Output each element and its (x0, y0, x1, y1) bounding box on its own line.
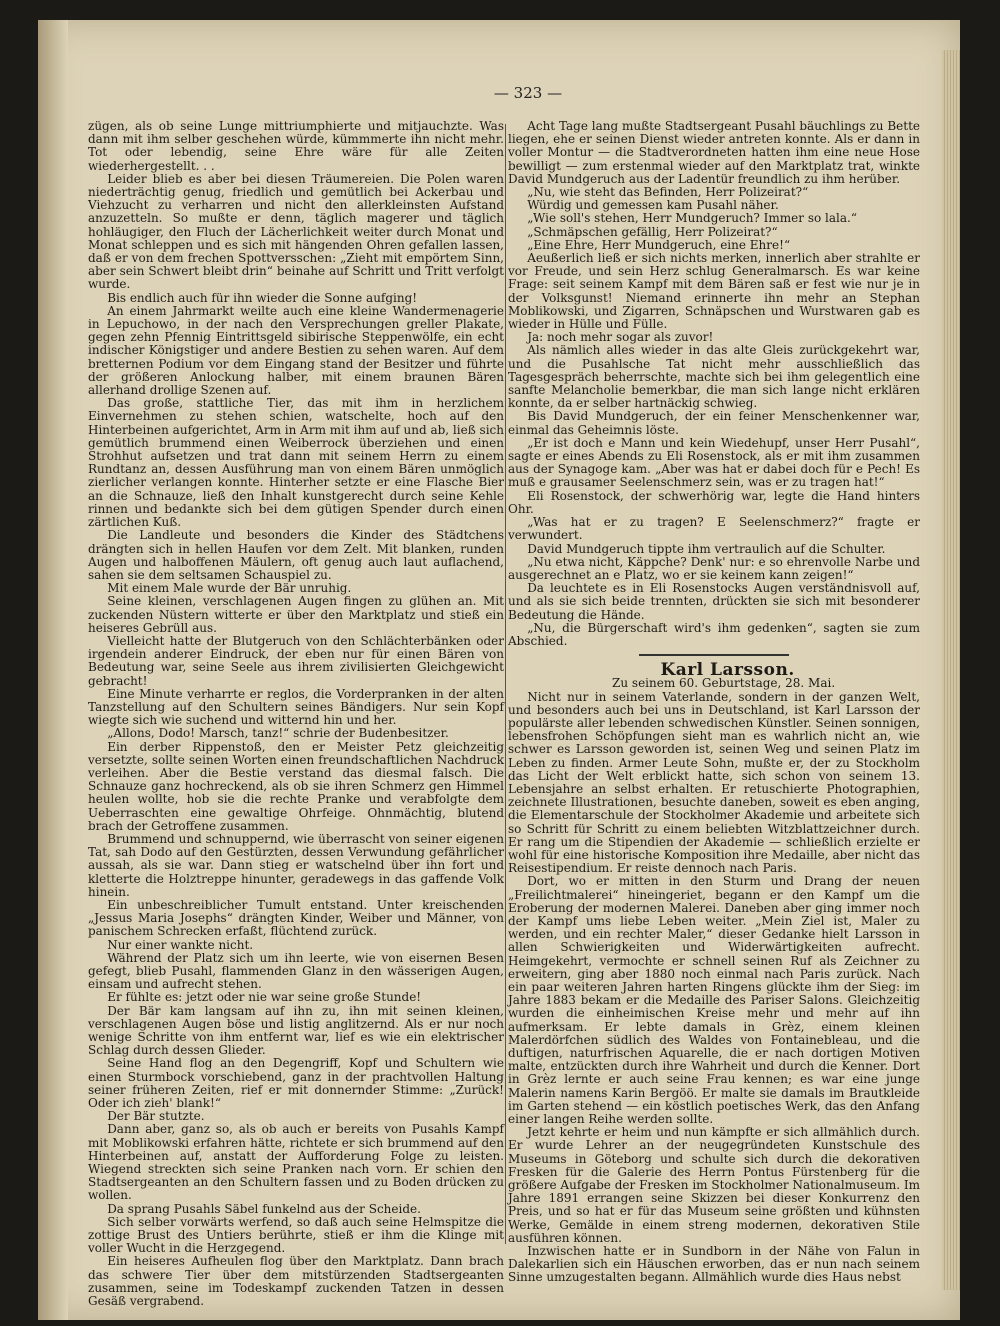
paragraph: „Nu etwa nicht, Käppche? Denk' nur: e so ehrenvolle Narbe und ausgerechnet an e Platz, wo er sie keinem kann zeigen!“ (508, 554, 920, 582)
paragraph: „Er ist doch e Mann und kein Wiedehupf, unser Herr Pusahl“, sagte er eines Abends zu Eli Rosenstock, als er mit ihm zusammen aus der Synagoge kam. „Aber was hat er dabei doch für e Pech! Es muß e grausamer Seelenschmerz sein, was er zu tragen hat!“ (508, 435, 920, 490)
binding-gutter (38, 20, 68, 1320)
article-subtitle: Zu seinem 60. Geburtstage, 28. Mai. (612, 676, 836, 691)
paragraph: Die Landleute und besonders die Kinder des Städtchens drängten sich in hellen Haufen vor dem Zelt. Mit blanken, runden Augen und halboffenen Mäulern, oft genug auch laut auflachend, sahen sie dem seltsamen Schauspiel zu. (88, 528, 504, 582)
article-paragraph: Dort, wo er mitten in den Sturm und Drang der neuen „Freilichtmalerei“ hineingeriet, begann er den Kampf um die Eroberung der modernen Malerei. Daneben aber ging immer noch der Kampf ums liebe Leben weiter. „Mein Ziel ist, Maler zu werden, und ein rechter Maler,“ dieser Gedanke hielt Larsson in allen Schwierigkeiten und Widerwärtigkeiten aufrecht. Heimgekehrt, vermochte er schnell seinen Ruf als Zeichner zu erweitern, ging aber 1880 noch einmal nach Paris zurück. Nach ein paar weiteren Jahren harten Ringens glückte ihm der Sieg: im Jahre 1883 bekam er die Medaille des Pariser Salons. Gleichzeitig wurden die einheimischen Kreise mehr und mehr auf ihn aufmerksam. Er lebte damals in Grèz, einem kleinen Malerdörfchen südlich des Waldes von Fontainebleau, und die duftigen, naturfrischen Aquarelle, die er nach dortigen Motiven malte, entzückten durch ihre Wahrheit und durch die Kenner. Dort in Grèz lernte er auch seine Frau kennen; es war eine junge Malerin namens Karin Bergöö. Er malte sie damals im Brautkleide im Garten stehend — ein köstlich poetisches Werk, das den Anfang einer langen Reihe werden sollte. (508, 874, 920, 1127)
paragraph: Seine Hand flog an den Degengriff, Kopf und Schultern wie einen Sturmbock vorschiebend, ganz in der prachtvollen Haltung seiner früheren Zeiten, rief er mit donnernder Stimme: „Zurück! Oder ich zieh' blank!“ (88, 1056, 504, 1111)
paragraph: „Nu, die Bürgerschaft wird's ihm gedenken“, sagten sie zum Abschied. (508, 620, 920, 648)
paragraph: An einem Jahrmarkt weilte auch eine kleine Wandermenagerie in Lepuchowo, in der nach den Versprechungen greller Plakate, gegen zehn Pfennig Eintrittsgeld sibirische Steppenwölfe, ein echt indischer Königstiger und andere Bestien zu sehen waren. Auf dem bretternen Podium vor dem Eingang stand der Besitzer und führte der größeren Anlockung halber, mit einem braunen Bären allerhand drollige Szenen auf. (88, 303, 504, 398)
paragraph: Brummend und schnuppernd, wie überrascht von seiner eigenen Tat, sah Dodo auf den Gestürzten, dessen Verwundung gefährlicher aussah, als sie war. Dann stieg er watschelnd über ihn fort und kletterte die Holztreppe hinunter, geradewegs in das gaffende Volk hinein. (88, 831, 504, 899)
paragraph: Ein heiseres Aufheulen flog über den Marktplatz. Dann brach das schwere Tier über dem mitstürzenden Stadtsergeanten zusammen, seine im Todeskampf zuckenden Tatzen in dessen Gesäß vergrabend. (88, 1254, 504, 1309)
page-stack-edge (942, 50, 960, 1290)
paragraph: Mit einem Male wurde der Bär unruhig. (107, 581, 352, 596)
paragraph: Er fühlte es: jetzt oder nie war seine große Stunde! (107, 990, 422, 1005)
paragraph: „Allons, Dodo! Marsch, tanz!“ schrie der Budenbesitzer. (107, 726, 449, 741)
paragraph: Dann aber, ganz so, als ob auch er bereits von Pusahls Kampf mit Moblikowski erfahren hätte, richtete er sich brummend auf den Hinterbeinen auf, anstatt der Aufforderung Folge zu leisten. Wiegend streckten sich seine Pranken nach vorn. Er schien den Stadtsergeanten an den Schultern fassen und zu Boden drücken zu wollen. (88, 1122, 504, 1203)
article-paragraph: Inzwischen hatte er in Sundborn in der Nähe von Falun in Dalekarlien sich ein Häuschen erworben, das er nun nach seinem Sinne umzugestalten begann. Allmählich wurde dies Haus nebst (508, 1244, 920, 1285)
paragraph: „Wie soll's stehen, Herr Mundgeruch? Immer so lala.“ (527, 211, 857, 226)
right-column (508, 119, 920, 1285)
paragraph: Leider blieb es aber bei diesen Träumereien. Die Polen waren niederträchtig genug, friedlich und gemütlich bei Ackerbau und Viehzucht zu verharren und nicht den allerkleinsten Aufstand anzuzetteln. So mußte er denn, täglich magerer und täglich hohläugiger, den Fluch der Lächerlichkeit weiter durch Monat und Monat schleppen und es sich mit hängenden Ohren gefallen lassen, daß er von dem frechen Spottversschen: „Zieht mit empörtem Sinn, aber sein Schwert bleibt drin“ beinahe auf Schritt und Tritt verfolgt wurde. (88, 171, 504, 292)
paragraph: Ein unbeschreiblicher Tumult entstand. Unter kreischenden „Jessus Maria Josephs“ drängten Kinder, Weiber und Männer, von panischem Schrecken erfaßt, flüchtend zurück. (88, 897, 504, 939)
paragraph: Aeußerlich ließ er sich nichts merken, innerlich aber strahlte er vor Freude, und sein Herz schlug Generalmarsch. Es war keine Frage: seit seinem Kampf mit dem Bären saß er fest wie nur je in der Volksgunst! Niemand erinnerte ihn mehr an Stephan Moblikowski, und Zigarren, Schnäpschen und Wurstwaren gab es wieder in Hülle und Fülle. (508, 251, 920, 332)
paragraph: Sich selber vorwärts werfend, so daß auch seine Helmspitze die zottige Brust des Untiers berührte, stieß er ihm die Klinge mit voller Wucht in die Herzgegend. (88, 1214, 504, 1256)
paragraph: Als nämlich alles wieder in das alte Gleis zurückgekehrt war, und die Pusahlsche Tat nicht mehr ausschließlich das Tagesgespräch beherrschte, machte sich bei ihm gelegentlich eine sanfte Melancholie bemerkbar, die man sich lange nicht erklären konnte, da er selber hartnäckig schwieg. (508, 343, 920, 411)
paragraph: Der Bär stutzte. (107, 1109, 205, 1124)
paragraph: Würdig und gemessen kam Pusahl näher. (527, 198, 779, 213)
page-number: — 323 — (493, 84, 563, 102)
paragraph: zügen, als ob seine Lunge mittriumphierte und mitjauchzte. Was dann mit ihm selber geschehen würde, kümmmerte ihn nicht mehr. Tot oder lebendig, seine Ehre wäre für alle Zeiten wiederhergestellt. . . (88, 119, 504, 173)
column-divider (505, 124, 506, 1244)
paragraph: „Nu, wie steht das Befinden, Herr Polizeirat?“ (527, 185, 809, 200)
paragraph: Eine Minute verharrte er reglos, die Vorderpranken in der alten Tanzstellung auf den Schultern seines Bändigers. Nur sein Kopf wiegte sich wie suchend und witternd hin und her. (88, 686, 504, 728)
paragraph: Während der Platz sich um ihn leerte, wie von eisernen Besen gefegt, blieb Pusahl, flammenden Glanz in den wässerigen Augen, einsam und aufrecht stehen. (88, 950, 504, 992)
paragraph: Der Bär kam langsam auf ihn zu, ihn mit seinen kleinen, verschlagenen Augen böse und listig anglitzernd. Als er nur noch wenige Schritte von ihm entfernt war, lief es wie ein elektrischer Schlag durch dessen Glieder. (88, 1003, 504, 1058)
paragraph: Eli Rosenstock, der schwerhörig war, legte die Hand hinters Ohr. (508, 488, 920, 516)
paragraph: Bis David Mundgeruch, der ein feiner Menschenkenner war, einmal das Geheimnis löste. (508, 409, 920, 437)
paragraph: „Schmäpschen gefällig, Herr Polizeirat?“ (527, 224, 778, 239)
paragraph: David Mundgeruch tippte ihm vertraulich auf die Schulter. (527, 541, 886, 556)
article-title: Karl Larsson. (660, 660, 795, 681)
paragraph: „Eine Ehre, Herr Mundgeruch, eine Ehre!“ (527, 237, 791, 252)
paragraph: Ein derber Rippenstoß, den er Meister Petz gleichzeitig versetzte, sollte seinen Worten einen freundschaftlichen Nachdruck verleihen. Aber die Bestie verstand das diesmal falsch. Die Schnauze ganz hochreckend, als ob sie ihren Schmerz gen Himmel heulen wollte, hob sie die rechte Pranke und verabfolgte dem Ueberraschten eine gewaltige Ohrfeige. Ohnmächtig, blutend brach der Getroffene zusammen. (88, 739, 504, 833)
newspaper-page (38, 20, 960, 1320)
paragraph: Ja: noch mehr sogar als zuvor! (527, 330, 714, 345)
paragraph: Bis endlich auch für ihn wieder die Sonne aufging! (107, 290, 418, 305)
article-paragraph: Jetzt kehrte er heim und nun kämpfte er sich allmählich durch. Er wurde Lehrer an der neugegründeten Kunstschule des Museums in Göteborg und schulte sich durch die dekorativen Fresken für die Galerie des Herrn Pontus Fürstenberg für die größere Aufgabe der Fresken im Stockholmer Nationalmuseum. Im Jahre 1891 errangen seine Skizzen bei dieser Konkurrenz den Preis, und so hat er für das Museum seine größten und kühnsten Werke, Gemälde in einem streng modernen, dekorativen Stile ausführen können. (508, 1125, 920, 1245)
paragraph: Das große, stattliche Tier, das mit ihm in herzlichem Einvernehmen zu stehen schien, watschelte, hoch auf den Hinterbeinen aufgerichtet, Arm in Arm mit ihm auf und ab, ließ sich gemütlich brummend einen Weiberrock überziehen und einen Strohhut aufsetzen und trat dann mit seinem Herrn zu einem Rundtanz an, dessen Ausführung man von einem Bären unmöglich zierlicher verlangen konnte. Hinterher setzte er eine Flasche Bier an die Schnauze, ließ den Inhalt kunstgerecht durch seine Kehle rinnen und bedankte sich bei dem gütigen Spender durch einen zärtlichen Kuß. (88, 396, 504, 530)
paragraph: Da leuchtete es in Eli Rosenstocks Augen verständnisvoll auf, und als sie sich beide trennten, drückten sie sich mit besonderer Bedeutung die Hände. (508, 581, 920, 622)
paragraph: Seine kleinen, verschlagenen Augen fingen zu glühen an. Mit zuckenden Nüstern witterte er über den Marktplatz und stieß ein heiseres Gebrüll aus. (88, 594, 504, 635)
paragraph: Vielleicht hatte der Blutgeruch von den Schlächterbänken oder irgendein anderer Eindruck, der eben nur für einen Bären von Bedeutung war, seine Seele aus ihrem zivilisierten Gleichgewicht gebracht! (88, 633, 504, 688)
left-column (88, 119, 504, 1309)
paragraph: Acht Tage lang mußte Stadtsergeant Pusahl bäuchlings zu Bette liegen, ehe er seinen Dienst wieder antreten konnte. Als er dann in voller Montur — die Stadtverordneten hatten ihm eine neue Hose bewilligt — zum erstenmal wieder auf den Marktplatz trat, winkte David Mundgeruch aus der Ladentür freundlich zu ihm herüber. (508, 119, 920, 186)
paragraph: Nur einer wankte nicht. (107, 937, 254, 952)
paragraph: Da sprang Pusahls Säbel funkelnd aus der Scheide. (107, 1201, 421, 1216)
paragraph: „Was hat er zu tragen? E Seelenschmerz?“ fragte er verwundert. (508, 515, 920, 543)
article-paragraph: Nicht nur in seinem Vaterlande, sondern in der ganzen Welt, und besonders auch bei uns in Deutschland, ist Karl Larsson der populärste aller lebenden schwedischen Künstler. Seinen sonnigen, lebensfrohen Schöpfungen sieht man es wahrlich nicht an, wie schwer es Larsson geworden ist, seinen Weg und seinen Platz im Leben zu finden. Armer Leute Sohn, mußte er, der zu Stockholm das Licht der Welt erblickt hatte, sich schon von seinem 13. Lebensjahre an selbst erhalten. Er retuschierte Photographien, zeichnete Illustrationen, besuchte daneben, soweit es eben anging, die Elementarschule der Stockholmer Akademie und arbeitete sich so Schritt für Schritt zu einem beliebten Witzblattzeichner durch. Er rang um die Stipendien der Akademie — schließlich erzielte er wohl für eine historische Komposition ihre Medaille, aber nicht das Reisestipendium. Er reiste dennoch nach Paris. (508, 689, 920, 876)
section-divider (639, 654, 789, 656)
